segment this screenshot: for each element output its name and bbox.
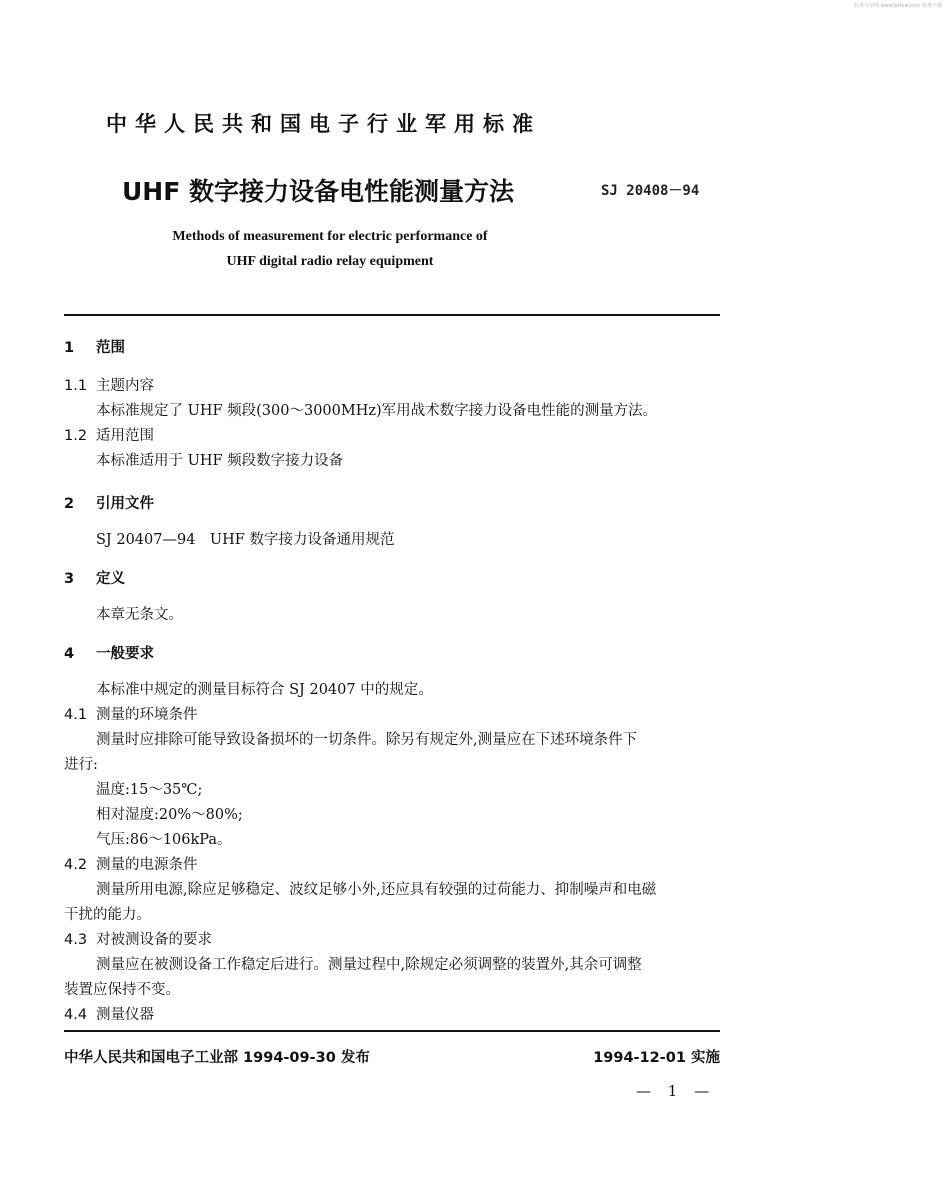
subsection-number: 1.1	[64, 378, 88, 394]
condition-humidity: 相对湿度:20%～80%;	[96, 807, 243, 823]
paragraph-line: 测量所用电源,除应足够稳定、波纹足够小外,还应具有较强的过荷能力、抑制噪声和电磁	[96, 882, 657, 898]
document-title-chinese: UHF 数字接力设备电性能测量方法	[122, 177, 515, 206]
subsection-title: 适用范围	[96, 428, 154, 444]
section-heading	[64, 565, 724, 593]
subsection-heading	[64, 928, 724, 953]
section-title: 引用文件	[96, 496, 154, 512]
subsection-title: 测量的环境条件	[96, 707, 198, 723]
standard-number: SJ 20408－94	[601, 183, 700, 199]
subsection-number: 4.1	[64, 707, 88, 723]
effective-date: 1994-12-01 实施	[593, 1050, 720, 1066]
section-title: 定义	[96, 571, 125, 587]
paragraph-line: 进行:	[64, 757, 98, 773]
subsection-heading	[64, 424, 724, 449]
condition-pressure: 气压:86～106kPa。	[96, 832, 232, 848]
referenced-document: SJ 20407—94 UHF 数字接力设备通用规范	[96, 532, 395, 548]
document-body	[64, 334, 724, 1028]
paragraph: 本标准中规定的测量目标符合 SJ 20407 中的规定。	[96, 682, 433, 698]
section-title: 一般要求	[96, 646, 154, 662]
subsection-title: 测量仪器	[96, 1007, 154, 1023]
subsection-title: 测量的电源条件	[96, 857, 198, 873]
paragraph-line: 测量时应排除可能导致设备损坏的一切条件。除另有规定外,测量应在下述环境条件下	[96, 732, 638, 748]
subsection-number: 1.2	[64, 428, 88, 444]
paragraph: 本标准适用于 UHF 频段数字接力设备	[96, 453, 344, 469]
subsection-heading	[64, 374, 724, 399]
section-number: 4	[64, 646, 75, 662]
watermark: 标准分享网 www.bzfxw.com 免费下载	[854, 3, 942, 9]
footer-divider	[64, 1030, 720, 1032]
page-number: — 1 —	[636, 1082, 716, 1100]
paragraph: 本章无条文。	[96, 607, 183, 623]
paragraph-line: 干扰的能力。	[64, 907, 151, 923]
subsection-title: 主题内容	[96, 378, 154, 394]
subsection-heading	[64, 703, 724, 728]
paragraph: 本标准规定了 UHF 频段(300～3000MHz)军用战术数字接力设备电性能的测量方法。	[96, 403, 658, 419]
section-number: 3	[64, 571, 75, 587]
subsection-number: 4.2	[64, 857, 88, 873]
subsection-heading	[64, 853, 724, 878]
header-divider	[64, 314, 720, 316]
subsection-heading	[64, 1003, 724, 1028]
section-title: 范围	[96, 340, 125, 356]
section-heading	[64, 334, 724, 362]
section-number: 2	[64, 496, 75, 512]
issue-statement: 中华人民共和国电子工业部 1994-09-30 发布	[64, 1050, 370, 1066]
title-en-line-2: UHF digital radio relay equipment	[226, 254, 434, 269]
section-number: 1	[64, 340, 75, 356]
document-title-english	[130, 224, 530, 274]
publisher-header: 中华人民共和国电子行业军用标准	[106, 112, 541, 136]
subsection-title: 对被测设备的要求	[96, 932, 212, 948]
subsection-number: 4.3	[64, 932, 88, 948]
paragraph-line: 测量应在被测设备工作稳定后进行。测量过程中,除规定必须调整的装置外,其余可调整	[96, 957, 642, 973]
paragraph-line: 装置应保持不变。	[64, 982, 180, 998]
section-heading	[64, 490, 724, 518]
section-heading	[64, 640, 724, 668]
condition-temperature: 温度:15～35℃;	[96, 782, 203, 798]
title-en-line-1: Methods of measurement for electric performance of	[172, 229, 488, 244]
subsection-number: 4.4	[64, 1007, 88, 1023]
